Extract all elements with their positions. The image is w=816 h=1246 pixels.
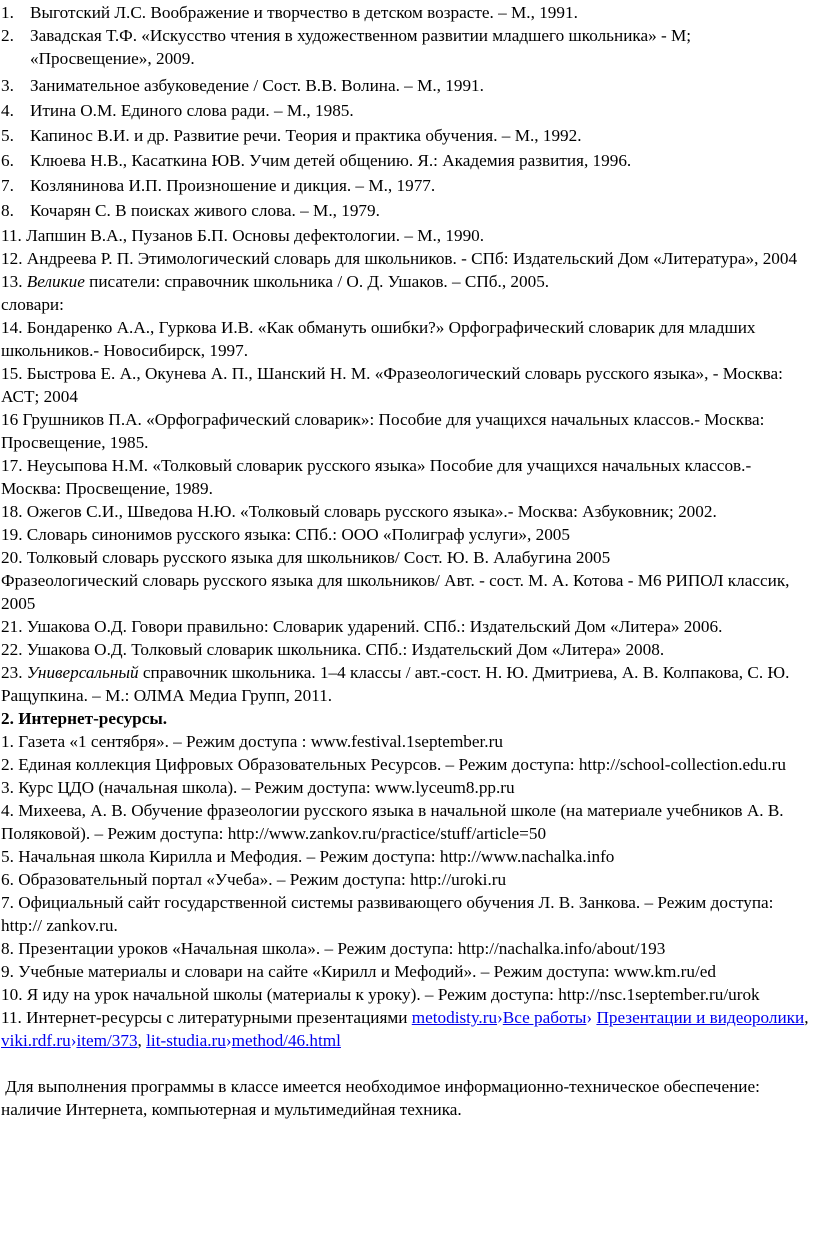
link-metodisty[interactable]: metodisty.ru — [411, 1008, 498, 1027]
list-item-text: Выготский Л.С. Воображение и творчество в детском возрасте. – М., 1991. — [30, 3, 578, 22]
list-item-number: 1. — [1, 3, 14, 22]
breadcrumb-separator: › — [586, 1008, 593, 1027]
resource-2: 2. Единая коллекция Цифровых Образовательных Ресурсов. – Режим доступа: http://school-collection.edu.ru — [1, 755, 786, 774]
list-item-number: 7. — [1, 176, 14, 195]
bib-entry-20: 20. Толковый словарь русского языка для школьников/ Сост. Ю. В. Алабугина 2005 — [1, 548, 611, 567]
list-item-number: 5. — [1, 126, 14, 145]
blank-line — [1, 1052, 815, 1075]
bib-entry-18: 18. Ожегов С.И., Шведова Н.Ю. «Толковый словарь русского языка».- Москва: Азбуковник; 2002. — [1, 502, 717, 521]
internet-resources-heading-text: 2. Интернет-ресурсы. — [1, 709, 168, 728]
bib-entry-13-number: 13. — [1, 272, 23, 291]
breadcrumb-separator: › — [70, 1031, 77, 1050]
dictionaries-label: словари: — [1, 295, 64, 314]
comma-separator: , — [804, 1008, 809, 1027]
bib-entry-23-number: 23. — [1, 663, 23, 682]
list-item — [0, 149, 631, 172]
bib-entry-17: 17. Неусыпова Н.М. «Толковый словарик русского языка» Пособие для учащихся начальных классов.- Москва: Просвещение, 1989. — [1, 456, 752, 498]
bib-entry-20b: Фразеологический словарь русского языка для школьников/ Авт. - сост. М. А. Котова - М6 РИПОЛ классик, 2005 — [1, 571, 790, 613]
list-item — [0, 99, 354, 122]
resource-11-prefix: 11. Интернет-ресурсы с литературными презентациями — [1, 1008, 412, 1027]
list-item-text: Козлянинова И.П. Произношение и дикция. – М., 1977. — [30, 176, 436, 195]
comma-separator: , — [137, 1031, 147, 1050]
internet-resources-heading — [1, 707, 815, 730]
list-item-text: Кочарян С. В поисках живого слова. – М., 1979. — [30, 201, 380, 220]
resource-6: 6. Образовательный портал «Учеба». – Режим доступа: http://uroki.ru — [1, 870, 507, 889]
bib-entry-13-text: писатели: справочник школьника / О. Д. Ушаков. – СПб., 2005. — [84, 272, 550, 291]
breadcrumb-separator: › — [225, 1031, 232, 1050]
bib-entry-22: 22. Ушакова О.Д. Толковый словарик школьника. СПб.: Издательский Дом «Литера» 2008. — [1, 640, 665, 659]
list-item-text: Завадская Т.Ф. «Искусство чтения в художественном развитии младшего школьника» - М; «Просвещение», 2009. — [30, 26, 692, 68]
bib-entry-16: 16 Грушников П.А. «Орфографический словарик»: Пособие для учащихся начальных классов.- Москва: Просвещение, 1985. — [1, 410, 765, 452]
bibliography-continued — [1, 224, 815, 1121]
bib-entry-12: 12. Андреева Р. П. Этимологический словарь для школьников. - СПб: Издательский Дом «Литература», 2004 — [1, 249, 798, 268]
bib-entry-23 — [1, 661, 815, 707]
link-all-works[interactable]: Все работы — [502, 1008, 587, 1027]
resource-4: 4. Михеева, А. В. Обучение фразеологии русского языка в начальной школе (на материале учебников А. В. Поляковой). – Режим доступа: http://www.zankov.ru/practice/stuff/article=50 — [1, 801, 784, 843]
bib-entry-23-italic: Универсальный — [26, 663, 139, 682]
list-item — [0, 1, 578, 24]
list-item — [0, 74, 484, 97]
list-item — [0, 124, 582, 147]
link-item-373[interactable]: item/373 — [76, 1031, 138, 1050]
link-viki-rdf[interactable]: viki.rdf.ru — [1, 1031, 71, 1050]
resource-11 — [1, 1006, 815, 1052]
resource-9: 9. Учебные материалы и словари на сайте «Кирилл и Мефодий». – Режим доступа: www.km.ru/ed — [1, 962, 716, 981]
list-item-number: 2. — [1, 26, 14, 45]
bib-entry-15: 15. Быстрова Е. А., Окунева А. П., Шанский Н. М. «Фразеологический словарь русского языка», - Москва: АСТ; 2004 — [1, 364, 783, 406]
link-method-46[interactable]: method/46.html — [231, 1031, 341, 1050]
bib-entry-23-text: справочник школьника. 1–4 классы / авт.-сост. Н. Ю. Дмитриева, А. В. Колпакова, С. Ю. Ращупкина. – М.: ОЛМА Медиа Групп, 2011. — [1, 663, 790, 705]
resource-7: 7. Официальный сайт государственной системы развивающего обучения Л. В. Занкова. – Режим доступа: http:// zankov.ru. — [1, 893, 774, 935]
list-item-number: 3. — [1, 76, 14, 95]
list-item-number: 8. — [1, 201, 14, 220]
resource-3: 3. Курс ЦДО (начальная школа). – Режим доступа: www.lyceum8.pp.ru — [1, 778, 515, 797]
list-item-text: Занимательное азбуковедение / Сост. В.В. Волина. – М., 1991. — [30, 76, 484, 95]
closing-paragraph: Для выполнения программы в классе имеется необходимое информационно-техническое обеспечение: наличие Интернета, компьютерная и мультимедийная техника. — [1, 1077, 765, 1119]
bib-entry-21: 21. Ушакова О.Д. Говори правильно: Словарик ударений. СПб.: Издательский Дом «Литера» 2006. — [1, 617, 723, 636]
list-item — [0, 199, 380, 222]
link-presentations-videos[interactable]: Презентации и видеоролики — [596, 1008, 805, 1027]
list-item-text: Клюева Н.В., Касаткина ЮВ. Учим детей общению. Я.: Академия развития, 1996. — [30, 151, 632, 170]
bib-entry-14: 14. Бондаренко А.А., Гуркова И.В. «Как обмануть ошибки?» Орфографический словарик для младших школьников.- Новосибирск, 1997. — [1, 318, 756, 360]
resource-5: 5. Начальная школа Кирилла и Мефодия. – Режим доступа: http://www.nachalka.info — [1, 847, 615, 866]
list-item — [0, 174, 435, 197]
list-item-number: 6. — [1, 151, 14, 170]
breadcrumb-separator: › — [497, 1008, 503, 1027]
link-lit-studia[interactable]: lit-studia.ru — [146, 1031, 226, 1050]
bib-entry-11: 11. Лапшин В.А., Пузанов Б.П. Основы дефектологии. – М., 1990. — [1, 226, 485, 245]
bib-entry-13-italic: Великие — [26, 272, 85, 291]
resource-1: 1. Газета «1 сентября». – Режим доступа : www.festival.1september.ru — [1, 732, 503, 751]
list-item-text: Итина О.М. Единого слова ради. – М., 1985. — [30, 101, 354, 120]
resource-8: 8. Презентации уроков «Начальная школа». – Режим доступа: http://nachalka.info/about/193 — [1, 939, 666, 958]
list-item-text: Капинос В.И. и др. Развитие речи. Теория и практика обучения. – М., 1992. — [30, 126, 582, 145]
list-item — [0, 24, 816, 70]
list-item-number: 4. — [1, 101, 14, 120]
bib-entry-19: 19. Словарь синонимов русского языка: СПб.: ООО «Полиграф услуги», 2005 — [1, 525, 570, 544]
resource-10: 10. Я иду на урок начальной школы (материалы к уроку). – Режим доступа: http://nsc.1september.ru/urok — [1, 985, 760, 1004]
bib-entry-13 — [1, 270, 815, 293]
